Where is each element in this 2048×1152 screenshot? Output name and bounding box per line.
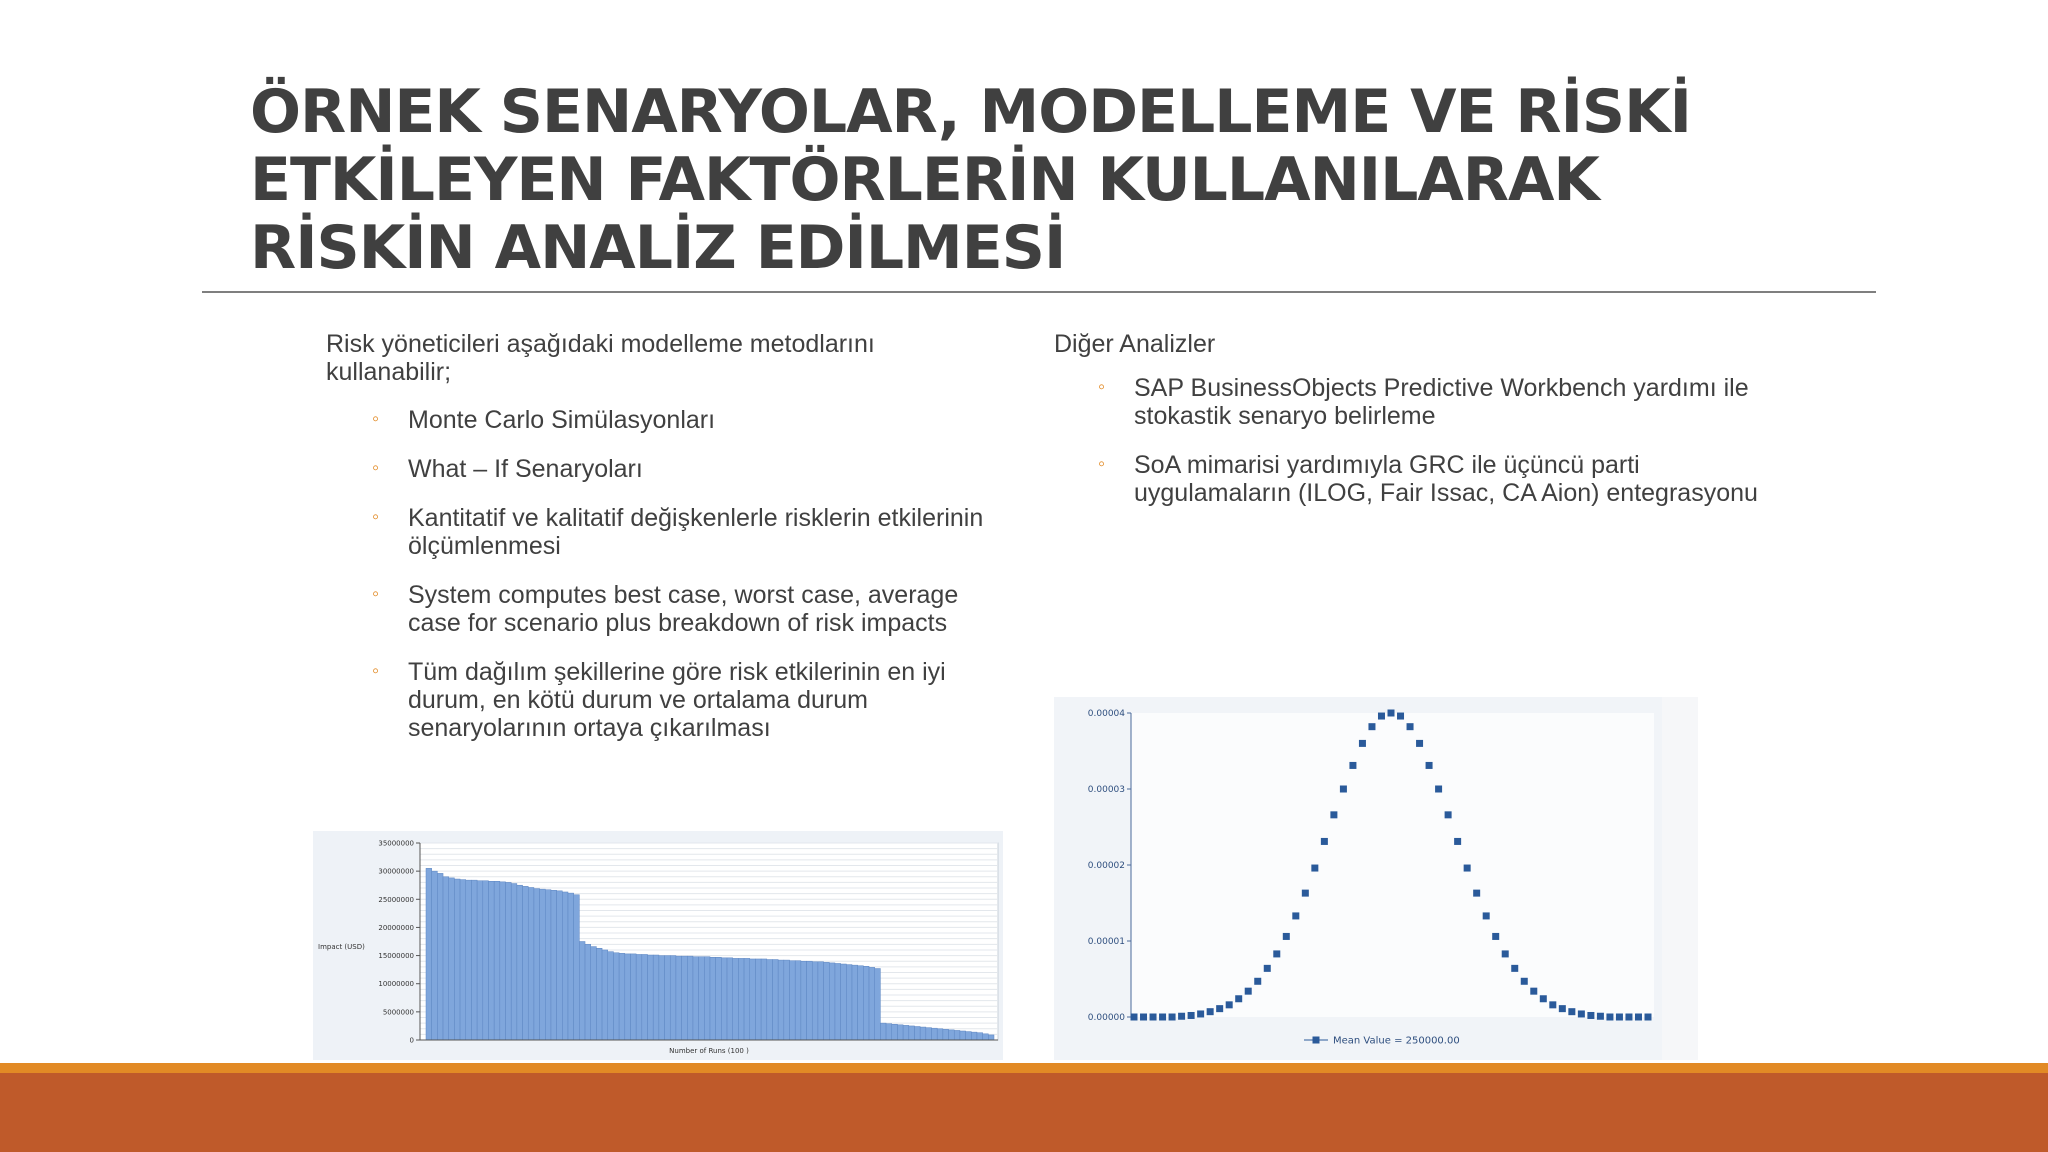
data-point [1188,1012,1195,1019]
bar [500,882,506,1040]
left-bullet-list [326,406,1006,742]
bar [454,879,460,1040]
bar [585,944,591,1040]
bar [892,1024,898,1040]
bar [619,953,625,1040]
bar [636,954,642,1040]
legend-marker [1313,1037,1320,1044]
bar [937,1029,943,1040]
bar [466,880,472,1040]
data-point [1616,1014,1623,1021]
left-intro-text: Risk yöneticileri aşağıdaki modelleme metodlarını kullanabilir; [326,330,875,386]
bar [562,892,568,1040]
bar [733,958,739,1040]
bullet-icon: ◦ [1098,453,1106,475]
data-point [1140,1014,1147,1021]
data-point [1635,1014,1642,1021]
bar [949,1030,955,1040]
bar [875,969,881,1040]
list-item [326,455,1006,483]
data-point [1397,713,1404,720]
data-point [1216,1005,1223,1012]
bar [926,1028,932,1040]
bar [954,1030,960,1040]
bar [449,878,455,1040]
bar [755,959,761,1040]
data-point [1578,1010,1585,1017]
bar [426,868,432,1040]
data-point [1625,1014,1632,1021]
bar [829,963,835,1040]
bar [835,963,841,1040]
bar [483,881,489,1040]
data-point [1226,1001,1233,1008]
bar [795,961,801,1040]
data-point [1302,890,1309,897]
bullet-text: System computes best case, worst case, average case for scenario plus breakdown of risk impacts [408,581,959,637]
bar [852,965,858,1040]
bar [824,962,830,1040]
data-point [1283,933,1290,940]
data-point [1169,1014,1176,1021]
right-bullet-list [1054,374,1774,507]
bar [932,1028,938,1040]
list-item [326,406,1006,434]
distribution-scatter-chart [1054,697,1662,1060]
bar [801,961,807,1040]
bar [665,956,671,1040]
data-point [1264,965,1271,972]
bar [437,873,443,1040]
y-tick-label: 5000000 [382,1008,414,1017]
legend-label: Mean Value = 250000.00 [1333,1035,1460,1047]
data-point [1645,1014,1652,1021]
y-tick-label: 25000000 [378,895,414,904]
data-point [1321,838,1328,845]
bullet-text: Monte Carlo Simülasyonları [408,406,716,434]
data-point [1349,762,1356,769]
bar [767,960,773,1040]
right-text-column [1054,330,1774,528]
plot-area [1131,713,1654,1017]
bullet-icon: ◦ [1098,376,1106,398]
bullet-icon: ◦ [372,583,380,605]
data-point [1521,978,1528,985]
data-point [1549,1001,1556,1008]
bar [704,957,710,1040]
data-point [1435,786,1442,793]
data-point [1359,740,1366,747]
bar [443,877,449,1040]
bar [846,965,852,1040]
bar [648,955,654,1040]
bar [727,958,733,1040]
bar [534,889,540,1040]
data-point [1245,988,1252,995]
bullet-text: SoA mimarisi yardımıyla GRC ile üçüncü parti uygulamaların (ILOG, Fair Issac, CA Aion) entegrasyonu [1134,451,1758,507]
y-tick-label: 0.00002 [1087,861,1125,871]
data-point [1235,995,1242,1002]
bar [744,958,750,1040]
bar [943,1029,949,1040]
bar [676,956,682,1040]
bar [721,958,727,1040]
bar [432,871,438,1040]
bar [858,966,864,1040]
scatter-chart-svg [1054,697,1662,1060]
bullet-text: SAP BusinessObjects Predictive Workbench yardımı ile stokastik senaryo belirleme [1134,374,1749,430]
bullet-icon: ◦ [372,660,380,682]
bar [988,1035,994,1040]
bar [591,947,597,1040]
y-tick-label: 0.00003 [1087,785,1125,795]
data-point [1368,723,1375,730]
bar [863,966,869,1040]
bullet-text: Kantitatif ve kalitatif değişkenlerle risklerin etkilerinin ölçümlenmesi [408,504,984,560]
bar [971,1032,977,1040]
bar [778,960,784,1040]
bullet-text: Tüm dağılım şekillerine göre risk etkilerinin en iyi durum, en kötü durum ve ortalama durum senaryolarının ortaya çıkarılması [408,658,946,742]
bar [807,961,813,1040]
data-point [1568,1008,1575,1015]
data-point [1587,1012,1594,1019]
bar [687,956,693,1040]
bar [574,895,580,1040]
left-text-column [326,330,1006,763]
data-point [1597,1013,1604,1020]
bullet-icon: ◦ [372,408,380,430]
bar [693,957,699,1040]
bar [682,956,688,1040]
data-point [1150,1014,1157,1021]
bar [909,1026,915,1040]
data-point [1445,811,1452,818]
data-point [1131,1014,1138,1021]
data-point [1207,1008,1214,1015]
bar [869,967,875,1040]
bar [551,890,557,1040]
bar [966,1032,972,1040]
slide-title: ÖRNEK SENARYOLAR, MODELLEME VE RİSKİ ETKİLEYEN FAKTÖRLERİN KULLANILARAK RİSKİN ANALİZ EDİLMESİ [250,77,1691,283]
bar [841,964,847,1040]
bar [790,961,796,1040]
bar [471,880,477,1040]
bar [630,954,636,1040]
bar [494,881,500,1040]
y-tick-label: 10000000 [378,980,414,989]
data-point [1483,912,1490,919]
bar [540,889,546,1040]
bar [557,891,563,1040]
data-point [1378,713,1385,720]
list-item [326,581,1006,637]
y-tick-label: 0.00000 [1087,1013,1125,1023]
data-point [1254,978,1261,985]
data-point [1340,786,1347,793]
bullet-text: What – If Senaryoları [408,455,643,483]
bar [738,958,744,1040]
bar [653,955,659,1040]
chart-shadow-panel [1662,697,1698,1060]
data-point [1426,762,1433,769]
data-point [1502,950,1509,957]
data-point [1464,865,1471,872]
y-tick-label: 20000000 [378,923,414,932]
bar [596,948,602,1040]
bar [761,959,767,1040]
data-point [1273,950,1280,957]
data-point [1492,933,1499,940]
x-axis-label: Number of Runs (100 ) [669,1047,749,1055]
bar [897,1025,903,1040]
data-point [1197,1010,1204,1017]
list-item [326,504,1006,560]
data-point [1530,988,1537,995]
bar [625,954,631,1040]
bar [914,1026,920,1040]
bar [545,890,551,1040]
data-point [1606,1014,1613,1021]
data-point [1159,1014,1166,1021]
bar [699,957,705,1040]
impact-bar-chart [313,831,1003,1060]
bar [602,950,608,1040]
bar [511,884,517,1040]
list-item [1054,374,1774,430]
data-point [1511,965,1518,972]
bar [608,952,614,1040]
bar [642,954,648,1040]
data-point [1292,912,1299,919]
data-point [1178,1013,1185,1020]
bar [880,1023,886,1040]
bar [750,959,756,1040]
data-point [1407,723,1414,730]
list-item [1054,451,1774,507]
y-tick-label: 0 [409,1036,414,1045]
bar [659,956,665,1040]
bar [920,1027,926,1040]
data-point [1388,710,1395,717]
y-tick-label: 35000000 [378,839,414,848]
bar [812,962,818,1040]
bar [506,882,512,1040]
bar [613,953,619,1040]
bar [716,957,722,1040]
bar [488,881,494,1040]
bar [772,960,778,1040]
y-tick-label: 30000000 [378,867,414,876]
bar [886,1024,892,1040]
bar-chart-svg [313,831,1003,1060]
data-point [1473,890,1480,897]
bar [477,881,483,1040]
bar [670,956,676,1040]
bar [523,886,529,1040]
bar [983,1034,989,1040]
bar [710,957,716,1040]
y-tick-label: 0.00004 [1087,709,1125,719]
bar [517,885,523,1040]
bar [460,880,466,1040]
bar [579,942,585,1041]
footer-accent-line [0,1063,2048,1073]
bar [960,1031,966,1040]
bar [818,962,824,1040]
footer-bar [0,1073,2048,1152]
bar [977,1033,983,1040]
right-intro-text: Diğer Analizler [1054,330,1216,358]
bar [568,893,574,1040]
data-point [1559,1005,1566,1012]
bar [784,960,790,1040]
list-item [326,658,1006,742]
title-divider [202,291,1876,293]
y-tick-label: 15000000 [378,952,414,961]
y-tick-label: 0.00001 [1087,937,1125,947]
y-axis-label: Impact (USD) [318,943,365,951]
data-point [1416,740,1423,747]
bullet-icon: ◦ [372,457,380,479]
data-point [1540,995,1547,1002]
data-point [1454,838,1461,845]
bar [528,887,534,1040]
bar [903,1025,909,1040]
data-point [1311,865,1318,872]
data-point [1330,811,1337,818]
bullet-icon: ◦ [372,506,380,528]
